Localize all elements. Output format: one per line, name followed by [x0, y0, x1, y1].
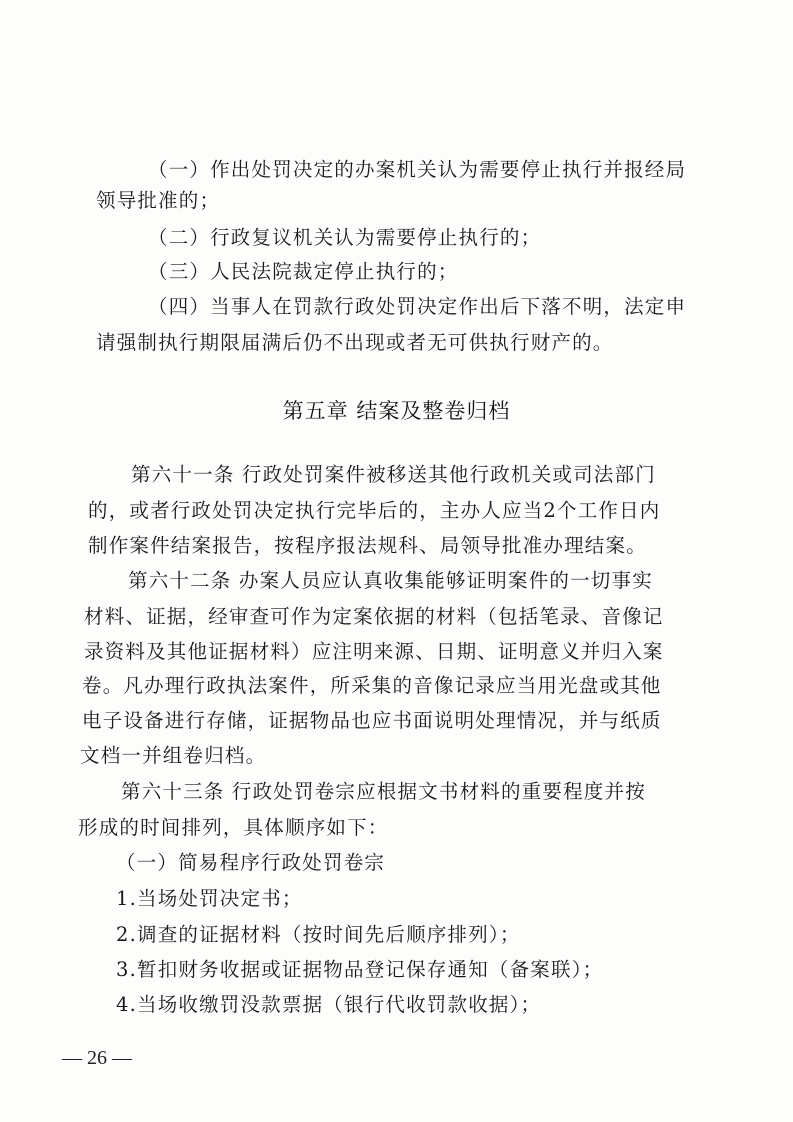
paragraph-line: 1.当场处罚决定书； — [116, 887, 303, 910]
paragraph-line: 领导批准的； — [96, 189, 221, 212]
paragraph-line: 制作案件结案报告，按程序报法规科、局领导批准办理结案。 — [88, 534, 647, 557]
paragraph-line: （一）作出处罚决定的办案机关认为需要停止执行并报经局 — [148, 158, 687, 181]
paragraph-line: 第六十一条 行政处罚案件被移送其他行政机关或司法部门 — [131, 463, 656, 486]
paragraph-line: 请强制执行期限届满后仍不出现或者无可供执行财产的。 — [96, 331, 614, 354]
paragraph-line: （四）当事人在罚款行政处罚决定作出后下落不明，法定申 — [148, 295, 687, 318]
page-number: — 26 — — [62, 1047, 132, 1069]
paragraph-line: 文档一并组卷归档。 — [80, 744, 267, 767]
paragraph-line: （三）人民法院裁定停止执行的； — [148, 260, 459, 283]
paragraph-line: 录资料及其他证据材料）应注明来源、日期、证明意义并归入案 — [84, 640, 664, 663]
paragraph-line: 电子设备进行存储，证据物品也应书面说明处理情况，并与纸质 — [82, 709, 662, 732]
paragraph-line: 3.暂扣财务收据或证据物品登记保存通知（备案联）； — [116, 958, 604, 981]
paragraph-line: （二）行政复议机关认为需要停止执行的； — [148, 226, 542, 249]
paragraph-line: 2.调查的证据材料（按时间先后顺序排列）； — [116, 923, 521, 946]
paragraph-line: 第六十三条 行政处罚卷宗应根据文书材料的重要程度并按 — [121, 780, 646, 803]
paragraph-line: 第六十二条 办案人员应认真收集能够证明案件的一切事实 — [128, 569, 653, 592]
chapter-heading: 第五章 结案及整卷归档 — [282, 399, 511, 423]
paragraph-line: （一）简易程序行政处罚卷宗 — [116, 851, 386, 874]
paragraph-line: 4.当场收缴罚没款票据（银行代收罚款收据）； — [116, 993, 542, 1016]
paragraph-line: 的，或者行政处罚决定执行完毕后的，主办人应当2个工作日内 — [88, 499, 661, 522]
paragraph-line: 材料、证据，经审查可作为定案依据的材料（包括笔录、音像记 — [84, 605, 664, 628]
paragraph-line: 卷。凡办理行政执法案件，所采集的音像记录应当用光盘或其他 — [82, 674, 662, 697]
paragraph-line: 形成的时间排列，具体顺序如下： — [78, 816, 389, 839]
